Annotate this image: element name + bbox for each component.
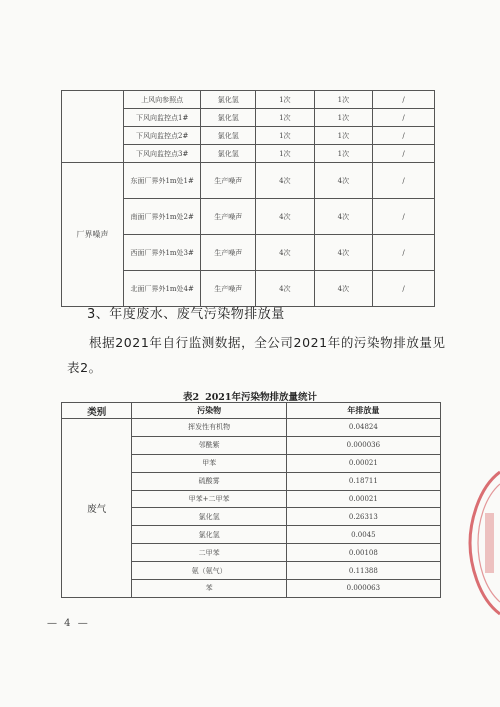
- pollutant-name: 甲苯: [132, 454, 286, 472]
- pollutant: 生产噪声: [201, 163, 256, 199]
- count: 1次: [314, 91, 373, 109]
- section-heading: 3、年度废水、废气污染物排放量: [87, 307, 285, 322]
- frequency: 1次: [256, 127, 315, 145]
- header-category: 类别: [62, 403, 132, 419]
- frequency: 1次: [256, 91, 315, 109]
- monitoring-points-table: [61, 90, 435, 307]
- frequency: 1次: [256, 109, 315, 127]
- emissions-table: [61, 402, 441, 598]
- count: 4次: [314, 271, 373, 307]
- header-pollutant: 污染物: [132, 403, 286, 419]
- note: /: [373, 235, 435, 271]
- frequency: 4次: [256, 163, 315, 199]
- emission-value: 0.18711: [286, 472, 440, 490]
- table-title: 2021年污染物排放量统计: [205, 392, 318, 403]
- emission-value: 0.00021: [286, 454, 440, 472]
- pollutant: 氯化氢: [201, 127, 256, 145]
- table-row: [62, 419, 441, 437]
- pollutant: 氯化氢: [201, 91, 256, 109]
- pollutant-name: 氯化氢: [132, 508, 286, 526]
- emission-value: 0.04824: [286, 419, 440, 437]
- emission-value: 0.00108: [286, 544, 440, 562]
- count: 1次: [314, 127, 373, 145]
- category-cell-empty: [62, 91, 124, 163]
- frequency: 4次: [256, 235, 315, 271]
- count: 4次: [314, 235, 373, 271]
- page-number: — 4 —: [47, 618, 90, 629]
- table-label: 表2: [182, 392, 200, 403]
- monitoring-point: 下风向监控点3#: [124, 145, 201, 163]
- pollutant: 氯化氢: [201, 145, 256, 163]
- emission-value: 0.000063: [286, 580, 440, 598]
- note: /: [373, 127, 435, 145]
- frequency: 4次: [256, 271, 315, 307]
- pollutant-name: 甲苯+二甲苯: [132, 490, 286, 508]
- note: /: [373, 199, 435, 235]
- emission-value: 0.11388: [286, 562, 440, 580]
- monitoring-point: 南面厂界外1m处2#: [124, 199, 201, 235]
- table-header-row: [62, 403, 441, 419]
- table-row: [62, 163, 435, 199]
- emission-value: 0.0045: [286, 526, 440, 544]
- monitoring-point: 上风向参照点: [124, 91, 201, 109]
- pollutant-name: 苯: [132, 580, 286, 598]
- monitoring-point: 下风向监控点1#: [124, 109, 201, 127]
- pollutant-name: 硫酸雾: [132, 472, 286, 490]
- monitoring-point: 北面厂界外1m处4#: [124, 271, 201, 307]
- frequency: 4次: [256, 199, 315, 235]
- note: /: [373, 109, 435, 127]
- pollutant: 生产噪声: [201, 199, 256, 235]
- monitoring-point: 下风向监控点2#: [124, 127, 201, 145]
- red-seal-stamp: [468, 468, 500, 618]
- note: /: [373, 163, 435, 199]
- monitoring-point: 西面厂界外1m处3#: [124, 235, 201, 271]
- pollutant-name: 氯化氢: [132, 526, 286, 544]
- table-caption: [0, 389, 500, 403]
- note: /: [373, 271, 435, 307]
- pollutant: 生产噪声: [201, 271, 256, 307]
- emission-value: 0.26313: [286, 508, 440, 526]
- category-cell: 废气: [62, 419, 132, 598]
- emission-value: 0.00021: [286, 490, 440, 508]
- monitoring-point: 东面厂界外1m处1#: [124, 163, 201, 199]
- count: 1次: [314, 145, 373, 163]
- emission-value: 0.000036: [286, 436, 440, 454]
- pollutant-name: 邻酰紫: [132, 436, 286, 454]
- pollutant-name: 氨（氨气）: [132, 562, 286, 580]
- count: 1次: [314, 109, 373, 127]
- note: /: [373, 91, 435, 109]
- header-annual-emission: 年排放量: [286, 403, 440, 419]
- noise-category: 厂界噪声: [62, 163, 124, 307]
- count: 4次: [314, 163, 373, 199]
- pollutant-name: 挥发性有机物: [132, 419, 286, 437]
- count: 4次: [314, 199, 373, 235]
- table-row: [62, 91, 435, 109]
- pollutant: 生产噪声: [201, 235, 256, 271]
- body-paragraph: 根据2021年自行监测数据，全公司2021年的污染物排放量见表2。: [67, 335, 446, 375]
- pollutant: 氯化氢: [201, 109, 256, 127]
- frequency: 1次: [256, 145, 315, 163]
- pollutant-name: 二甲苯: [132, 544, 286, 562]
- note: /: [373, 145, 435, 163]
